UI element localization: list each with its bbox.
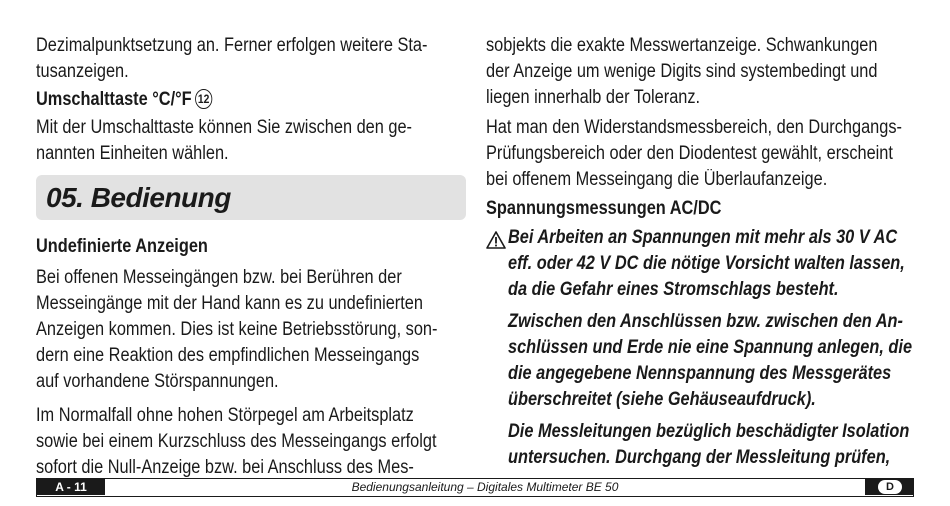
text-line: Anzeigen kommen. Dies ist keine Betriebsstörung, son- xyxy=(36,319,438,340)
umschalt-heading-text: Umschalttaste °C/°F xyxy=(36,89,192,110)
undef-heading: Undefinierte Anzeigen xyxy=(36,236,208,257)
text-line: bei offenem Messeingang die Überlaufanzeige. xyxy=(486,169,828,190)
text-line: sobjekts die exakte Messwertanzeige. Schwankungen xyxy=(486,35,878,56)
warning-line: Bei Arbeiten an Spannungen mit mehr als 30 V AC xyxy=(508,227,898,248)
warning-line: eff. oder 42 V DC die nötige Vorsicht walten lassen, xyxy=(508,253,905,274)
warning-line: Die Messleitungen bezüglich beschädigter Isolation xyxy=(508,421,910,442)
section-header xyxy=(36,175,466,220)
text-line: Dezimalpunktsetzung an. Ferner erfolgen weitere Sta- xyxy=(36,35,428,56)
page-footer xyxy=(36,478,914,497)
text-line: dern eine Reaktion des empfindlichen Messeingangs xyxy=(36,345,420,366)
warning-line: da die Gefahr eines Stromschlags besteht. xyxy=(508,279,839,300)
umschalt-heading xyxy=(36,87,536,113)
voltage-heading: Spannungsmessungen AC/DC xyxy=(486,198,722,219)
left-column-lower xyxy=(36,234,466,481)
reference-number: 12 xyxy=(195,89,212,109)
text-line: tusanzeigen. xyxy=(36,61,129,82)
warning-line: schlüssen und Erde nie eine Spannung anlegen, die xyxy=(508,337,913,358)
text-line: Mit der Umschalttaste können Sie zwischen den ge- xyxy=(36,117,413,138)
text-line: Prüfungsbereich oder den Diodentest gewählt, erscheint xyxy=(486,143,893,164)
text-line: sowie bei einem Kurzschluss des Messeingangs erfolgt xyxy=(36,431,437,452)
manual-title: Bedienungsanleitung – Digitales Multimeter BE 50 xyxy=(351,480,619,494)
text-line: auf vorhandene Störspannungen. xyxy=(36,371,279,392)
section-title: 05. Bedienung xyxy=(46,182,231,213)
text-line: liegen innerhalb der Toleranz. xyxy=(486,87,701,108)
warning-triangle-icon xyxy=(486,230,506,250)
text-line: Hat man den Widerstandsmessbereich, den Durchgangs- xyxy=(486,117,902,138)
warning-line: Zwischen den Anschlüssen bzw. zwischen den An- xyxy=(508,311,903,332)
language-badge: D xyxy=(878,480,902,494)
text-line: nannten Einheiten wählen. xyxy=(36,143,229,164)
text-line: Bei offenen Messeingängen bzw. bei Berühren der xyxy=(36,267,402,288)
warning-line: überschreitet (siehe Gehäuseaufdruck). xyxy=(508,389,816,410)
warning-line: die angegebene Nennspannung des Messgerätes xyxy=(508,363,892,384)
text-line: sofort die Null-Anzeige bzw. bei Anschluss des Mes- xyxy=(36,457,414,478)
text-line: Messeingänge mit der Hand kann es zu undefinierten xyxy=(36,293,423,314)
page-number: A - 11 xyxy=(37,479,105,495)
warning-line: untersuchen. Durchgang der Messleitung prüfen, xyxy=(508,447,891,468)
text-line: Im Normalfall ohne hohen Störpegel am Arbeitsplatz xyxy=(36,405,414,426)
text-line: der Anzeige um wenige Digits sind systembedingt und xyxy=(486,61,878,82)
